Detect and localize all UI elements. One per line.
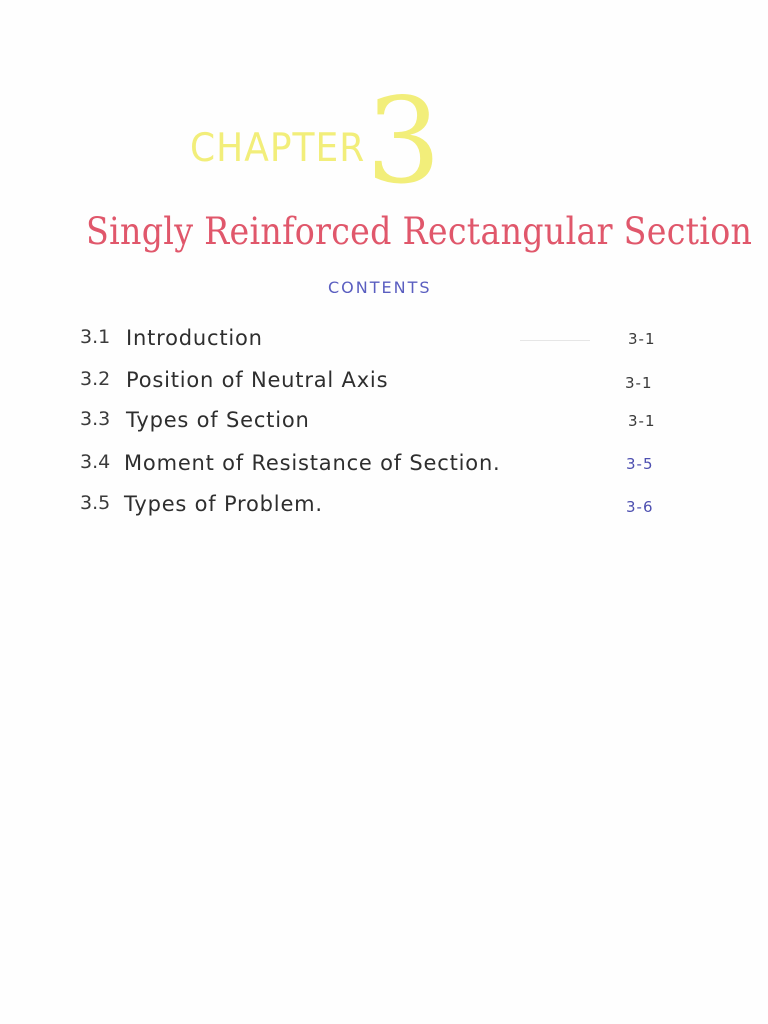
toc-entry bbox=[80, 492, 680, 522]
toc-entry-title: Types of Section bbox=[126, 408, 310, 432]
toc-entry-page: 3-6 bbox=[626, 498, 654, 516]
chapter-title: Singly Reinforced Rectangular Section bbox=[86, 210, 753, 253]
toc-entry bbox=[80, 451, 680, 481]
toc-entry bbox=[80, 326, 680, 356]
toc-entry-title: Position of Neutral Axis bbox=[126, 368, 389, 392]
toc-entry-number: 3.5 bbox=[80, 492, 111, 514]
toc-entry-title: Introduction bbox=[126, 326, 263, 350]
toc-entry-page: 3-5 bbox=[626, 455, 654, 473]
chapter-number: 3 bbox=[366, 72, 442, 210]
toc-entry bbox=[80, 368, 680, 398]
toc-entry-title: Moment of Resistance of Section. bbox=[124, 451, 501, 475]
toc-entry-page: 3-1 bbox=[628, 330, 656, 348]
toc-entry bbox=[80, 408, 680, 438]
toc-entry-page: 3-1 bbox=[625, 374, 653, 392]
toc-entry-title: Types of Problem. bbox=[124, 492, 323, 516]
toc-entry-page: 3-1 bbox=[628, 412, 656, 430]
toc-entry-number: 3.4 bbox=[80, 451, 111, 473]
toc-entry-number: 3.2 bbox=[80, 368, 111, 390]
toc-entry-number: 3.3 bbox=[80, 408, 111, 430]
contents-heading: CONTENTS bbox=[328, 278, 432, 297]
toc-entry-number: 3.1 bbox=[80, 326, 111, 348]
chapter-label: CHAPTER bbox=[190, 126, 366, 171]
